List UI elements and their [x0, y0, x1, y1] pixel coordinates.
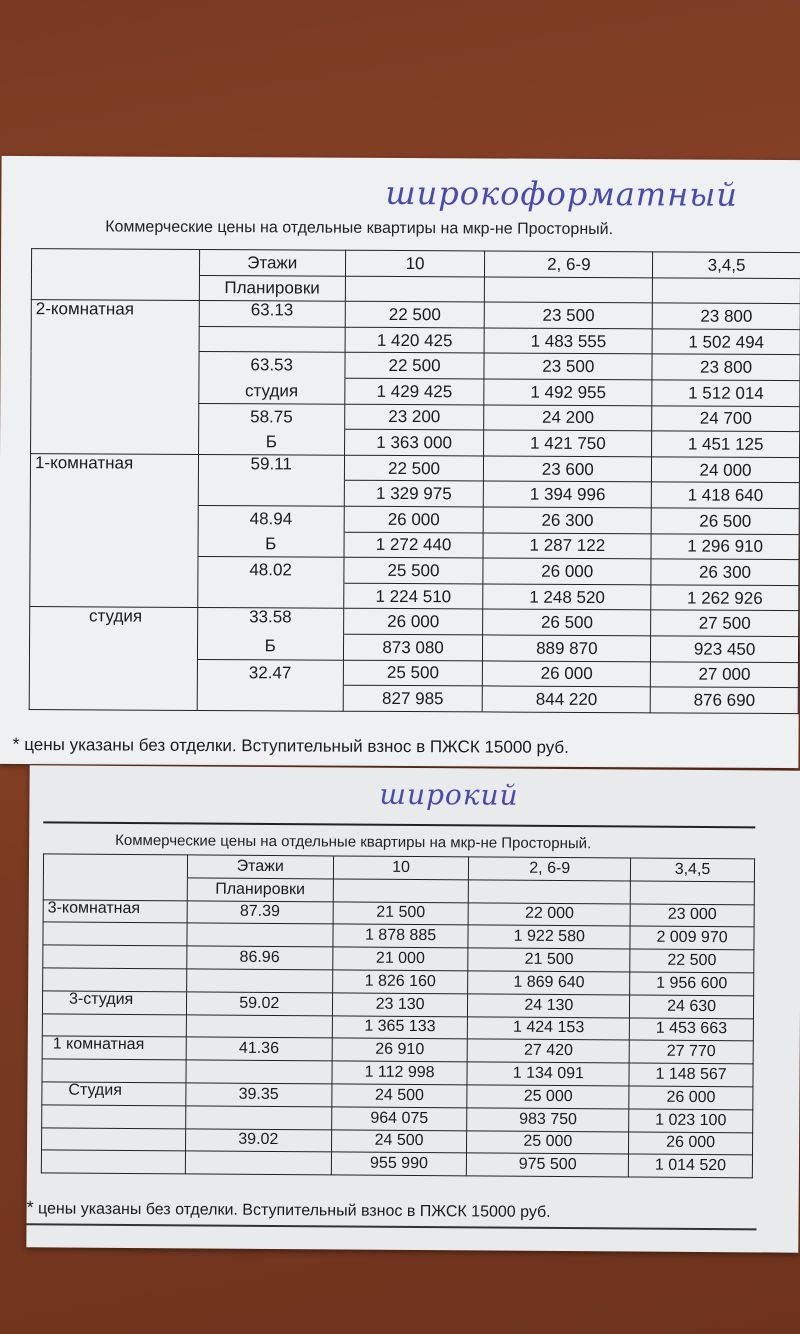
price-cell: 1 112 998 — [332, 1061, 468, 1085]
area-cell: 63.13 — [199, 301, 345, 327]
area-cell: Б — [198, 531, 344, 557]
apartment-type — [43, 922, 187, 946]
table-top-border — [43, 821, 755, 828]
apartment-type — [42, 1105, 186, 1129]
area-cell — [185, 1151, 331, 1175]
price-cell: 24 500 — [331, 1129, 467, 1153]
price-cell: 26 000 — [343, 609, 483, 635]
header-empty-cell — [333, 879, 469, 903]
area-cell: 58.75 — [198, 403, 344, 429]
price-cell: 964 075 — [331, 1107, 467, 1131]
header-empty-cell — [653, 277, 800, 303]
area-cell: Б — [197, 633, 343, 659]
sheet-title: Коммерческие цены на отдельные квартиры на мкр-не Просторный. — [105, 218, 614, 239]
area-cell: 59.02 — [186, 992, 332, 1016]
apartment-type: студия — [29, 607, 197, 710]
price-cell: 27 000 — [650, 661, 798, 687]
area-cell: 59.11 — [198, 454, 344, 480]
price-cell: 24 500 — [331, 1084, 467, 1108]
price-cell: 26 000 — [483, 558, 651, 584]
price-cell: 27 770 — [629, 1040, 753, 1064]
apartment-type: Студия — [42, 1082, 186, 1106]
price-cell: 27 420 — [468, 1039, 630, 1063]
header-empty-cell — [43, 877, 187, 901]
area-cell — [186, 1106, 332, 1130]
apartment-type — [43, 968, 187, 992]
price-cell: 26 000 — [629, 1086, 753, 1110]
price-cell: 24 700 — [652, 405, 800, 431]
price-cell: 25 500 — [344, 557, 484, 583]
price-cell: 923 450 — [651, 636, 799, 662]
price-cell: 1 363 000 — [344, 429, 484, 455]
footnote-text: цены указаны без отделки. Вступительный взнос в ПЖСК 15000 руб. — [24, 735, 569, 757]
price-cell: 1 262 926 — [651, 585, 799, 611]
price-cell: 1 424 153 — [468, 1016, 630, 1040]
footnote-text: цены указаны без отделки. Вступительный взнос в ПЖСК 15000 руб. — [38, 1200, 551, 1221]
price-cell: 1 224 510 — [343, 583, 483, 609]
price-table — [29, 248, 800, 714]
table-row — [30, 607, 799, 637]
price-cell: 1 421 750 — [484, 430, 652, 456]
table-row — [30, 453, 799, 483]
area-cell: 39.02 — [185, 1128, 331, 1152]
price-cell: 25 500 — [343, 660, 483, 686]
price-cell: 873 080 — [343, 634, 483, 660]
header-empty-cell — [31, 274, 199, 300]
area-cell — [186, 969, 332, 993]
price-cell: 22 500 — [345, 301, 485, 327]
price-cell: 26 000 — [344, 506, 484, 532]
price-cell: 1 512 014 — [652, 380, 800, 406]
table-row — [31, 300, 800, 330]
apartment-type: 1 комнатная — [42, 1036, 186, 1060]
price-cell: 1 922 580 — [468, 925, 630, 949]
area-cell: 48.02 — [198, 557, 344, 583]
footnote-asterisk: * — [26, 1197, 34, 1218]
price-cell: 26 300 — [651, 559, 799, 585]
header-empty-cell — [630, 881, 754, 905]
price-cell: 1 148 567 — [629, 1063, 753, 1087]
apartment-type: 1-комнатная — [30, 453, 199, 607]
price-cell: 21 500 — [333, 902, 469, 926]
header-empty-cell — [485, 277, 653, 303]
footnote — [27, 1197, 551, 1222]
price-cell: 1 365 133 — [332, 1016, 468, 1040]
price-cell: 23 200 — [344, 404, 484, 430]
header-plans: Планировки — [199, 275, 345, 301]
price-cell: 1 492 955 — [484, 379, 652, 405]
price-cell: 23 000 — [630, 904, 754, 928]
price-cell: 23 500 — [485, 302, 653, 328]
footnote — [12, 734, 568, 758]
area-cell: 63.53 — [199, 352, 345, 378]
area-cell: 48.94 — [198, 505, 344, 531]
header-col-1: 10 — [345, 250, 485, 276]
price-cell: 955 990 — [331, 1152, 467, 1176]
price-cell: 26 500 — [483, 609, 651, 635]
header-col-3: 3,4,5 — [653, 252, 800, 278]
price-cell: 22 500 — [630, 949, 754, 973]
apartment-type — [42, 1013, 186, 1037]
price-cell: 23 800 — [652, 354, 800, 380]
price-cell: 1 296 910 — [651, 533, 799, 559]
header-col-2: 2, 6-9 — [485, 251, 653, 277]
apartment-type: 2-комнатная — [31, 300, 200, 454]
price-cell: 26 000 — [483, 660, 651, 686]
price-cell: 23 130 — [332, 993, 468, 1017]
table-header-row — [31, 249, 800, 279]
price-cell: 26 910 — [332, 1038, 468, 1062]
price-cell: 1 023 100 — [629, 1109, 753, 1133]
price-cell: 1 429 425 — [344, 378, 484, 404]
price-cell: 1 451 125 — [652, 431, 800, 457]
price-cell: 26 300 — [484, 507, 652, 533]
table-header-row — [31, 274, 800, 304]
bottom-rule — [26, 1223, 756, 1230]
header-empty-cell — [31, 249, 199, 275]
price-cell: 21 500 — [468, 948, 630, 972]
apartment-type — [41, 1150, 185, 1174]
apartment-type: 3-комнатная — [43, 900, 187, 924]
price-cell: 844 220 — [483, 686, 651, 712]
area-cell: Б — [198, 429, 344, 455]
price-cell: 24 200 — [484, 405, 652, 431]
area-cell: 33.58 — [197, 608, 343, 634]
price-cell: 25 000 — [467, 1085, 629, 1109]
header-floors: Этажи — [187, 855, 333, 879]
price-cell: 21 000 — [332, 947, 468, 971]
area-cell: 86.96 — [187, 946, 333, 970]
price-cell: 1 248 520 — [483, 584, 651, 610]
table-row — [41, 1150, 752, 1178]
price-cell: 1 502 494 — [652, 329, 800, 355]
price-cell: 24 630 — [630, 995, 754, 1019]
price-sheet-1 — [0, 156, 800, 768]
header-empty-cell — [469, 880, 631, 904]
price-cell: 26 000 — [629, 1132, 753, 1156]
area-cell: 87.39 — [187, 901, 333, 925]
area-cell — [198, 480, 344, 506]
price-cell: 1 329 975 — [344, 481, 484, 507]
price-cell: 23 600 — [484, 456, 652, 482]
area-cell: 39.35 — [186, 1083, 332, 1107]
price-cell: 23 500 — [484, 353, 652, 379]
price-cell: 26 500 — [651, 508, 799, 534]
price-cell: 1 956 600 — [630, 972, 754, 996]
header-empty-cell — [43, 854, 187, 878]
header-empty-cell — [345, 276, 485, 302]
apartment-type — [43, 945, 187, 969]
area-cell: студия — [199, 377, 345, 403]
area-cell — [187, 923, 333, 947]
price-cell: 23 800 — [652, 303, 800, 329]
price-cell: 1 878 885 — [333, 924, 469, 948]
price-cell: 22 000 — [469, 902, 631, 926]
price-cell: 24 000 — [652, 457, 800, 483]
price-cell: 24 130 — [468, 994, 630, 1018]
price-cell: 2 009 970 — [630, 926, 754, 950]
price-cell: 27 500 — [651, 610, 799, 636]
price-cell: 889 870 — [483, 635, 651, 661]
price-cell: 1 134 091 — [467, 1062, 629, 1086]
price-cell: 1 869 640 — [468, 971, 630, 995]
header-col-3: 3,4,5 — [631, 858, 755, 882]
area-cell: 32.47 — [197, 659, 343, 685]
area-cell — [198, 582, 344, 608]
price-cell: 1 826 160 — [332, 970, 468, 994]
price-cell: 1 394 996 — [484, 481, 652, 507]
price-sheet-2 — [26, 765, 800, 1252]
price-cell: 827 985 — [343, 685, 483, 711]
price-cell: 22 500 — [345, 353, 485, 379]
price-cell: 1 418 640 — [651, 482, 799, 508]
area-cell: 41.36 — [186, 1037, 332, 1061]
footnote-asterisk: * — [12, 733, 20, 755]
price-cell: 1 287 122 — [483, 532, 651, 558]
price-cell: 1 483 555 — [485, 328, 653, 354]
header-floors: Этажи — [199, 249, 345, 275]
area-cell — [186, 1014, 332, 1038]
header-col-1: 10 — [333, 856, 469, 880]
price-cell: 25 000 — [467, 1130, 629, 1154]
price-table — [41, 853, 755, 1178]
apartment-type — [42, 1059, 186, 1083]
price-cell: 975 500 — [467, 1153, 629, 1177]
apartment-type — [42, 1127, 186, 1151]
handwritten-note: широкий — [379, 777, 519, 812]
price-cell: 1 453 663 — [629, 1018, 753, 1042]
apartment-type: 3-студия — [42, 991, 186, 1015]
area-cell — [197, 685, 343, 711]
header-col-2: 2, 6-9 — [469, 857, 631, 881]
header-plans: Планировки — [187, 878, 333, 902]
price-cell: 983 750 — [467, 1108, 629, 1132]
price-cell: 22 500 — [344, 455, 484, 481]
price-cell: 1 014 520 — [628, 1154, 752, 1178]
price-cell: 876 690 — [650, 687, 798, 713]
area-cell — [199, 326, 345, 352]
sheet-title: Коммерческие цены на отдельные квартиры на мкр-не Просторный. — [115, 831, 592, 853]
handwritten-note: широкоформатный — [385, 173, 739, 214]
area-cell — [186, 1060, 332, 1084]
price-cell: 1 420 425 — [345, 327, 485, 353]
price-cell: 1 272 440 — [344, 532, 484, 558]
